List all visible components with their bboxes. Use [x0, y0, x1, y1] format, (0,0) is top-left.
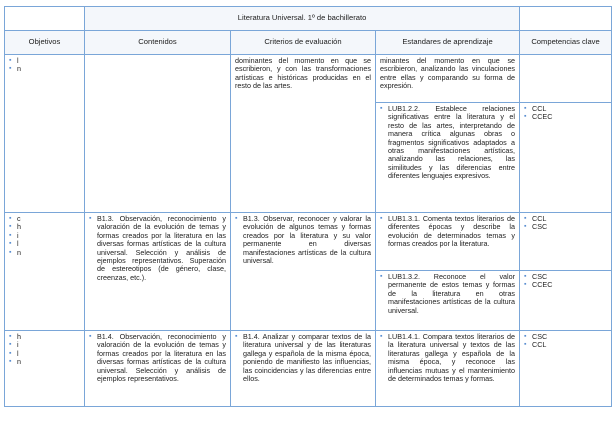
objetivos-cell	[5, 331, 85, 407]
competencia-item: ▪ CCEC	[524, 281, 607, 289]
criterio-item: ▪ B1.3. Observar, reconocer y valorar la evolución de algunos temas y formas creados por la literatura y su valor permanente en diversas manifestaciones artísticas de la cultura universal.	[235, 215, 371, 265]
estandar-cell: minantes del momento en que se escribieron, analizando las vinculaciones entre ellas y comparando su forma de expresión.	[376, 55, 520, 103]
estandar-cell	[376, 213, 520, 271]
estandar-cell	[376, 103, 520, 213]
competencias-cell	[520, 213, 612, 271]
competencias-cell	[520, 103, 612, 213]
competencia-item: ▪ CSC	[524, 223, 607, 231]
objetivos-cell	[5, 55, 85, 213]
estandar-item: ▪ LUB1.3.2. Reconoce el valor permanente de estos temas y formas de la literatura en otras manifestaciones artísticas de la cultura universal.	[380, 273, 515, 315]
competencia-item: ▪ CCL	[524, 105, 607, 113]
header-competencias: Competencias clave	[520, 31, 612, 55]
objetivo-item: ▪ i	[9, 232, 80, 240]
estandar-item: ▪ LUB1.3.1. Comenta textos literarios de diferentes épocas y describe la evolución de determinados temas y formas creados por la literatura.	[380, 215, 515, 249]
empty-corner-cell	[5, 7, 85, 31]
objetivo-item: ▪ n	[9, 358, 80, 366]
table-title: Literatura Universal. 1º de bachillerato	[85, 7, 520, 31]
criterio-cell: dominantes del momento en que se escribieron, y con las transformaciones artísticas e históricas producidas en el resto de las artes.	[231, 55, 376, 213]
objetivo-item: ▪ l	[9, 57, 80, 65]
competencia-item: ▪ CCEC	[524, 113, 607, 121]
estandar-item: ▪ LUB1.4.1. Compara textos literarios de la literatura universal y textos de las literaturas gallega y española de la misma época, y reconoce las influencias mutuas y el mantenimiento de determinados temas y formas.	[380, 333, 515, 383]
table-row	[5, 213, 612, 271]
objetivo-item: ▪ i	[9, 341, 80, 349]
header-estandares: Estandares de aprendizaje	[376, 31, 520, 55]
competencias-cell	[520, 55, 612, 103]
objetivo-item: ▪ n	[9, 65, 80, 73]
empty-corner-cell	[520, 7, 612, 31]
objetivo-item: ▪ n	[9, 249, 80, 257]
objetivo-item: ▪ l	[9, 240, 80, 248]
competencias-cell	[520, 331, 612, 407]
table-row	[5, 55, 612, 103]
estandar-item: ▪ LUB1.2.2. Establece relaciones significativas entre la literatura y el resto de las artes, interpretando de manera crítica algunas obras o fragmentos significativos adaptados a otras manifestaciones artísticas, analizando las relaciones, las similitudes y las diferencias entre diferentes lenguajes expresivos.	[380, 105, 515, 181]
header-criterios: Criterios de evaluación	[231, 31, 376, 55]
contenido-item: ▪ B1.4. Observación, reconocimiento y valoración de la evolución de temas y formas creados por la literatura en las diversas formas artísticas de la cultura universal. Selección y análisis de ejemplos representativos.	[89, 333, 226, 383]
competencias-cell	[520, 271, 612, 331]
objetivo-item: ▪ h	[9, 333, 80, 341]
contenido-cell	[85, 213, 231, 331]
contenido-item: ▪ B1.3. Observación, reconocimiento y valoración de la evolución de temas y formas creados por la literatura en las diversas formas artísticas de la cultura universal. Selección y análisis de ejemplos representativos. Superación de estereotipos (de género, clase, creenzas, etc.).	[89, 215, 226, 282]
competencia-item: ▪ CCL	[524, 215, 607, 223]
curriculum-table	[4, 6, 612, 407]
objetivo-item: ▪ h	[9, 223, 80, 231]
criterio-cell	[231, 331, 376, 407]
header-objetivos: Objetivos	[5, 31, 85, 55]
contenido-cell	[85, 55, 231, 213]
estandar-cell	[376, 271, 520, 331]
objetivo-item: ▪ c	[9, 215, 80, 223]
criterio-item: ▪ B1.4. Analizar y comparar textos de la literatura universal y de las literaturas gallega y española de la misma época, poniendo de manifiesto las influencias, las coincidencias y las diferencias entre ellos.	[235, 333, 371, 383]
estandar-cell	[376, 331, 520, 407]
competencia-item: ▪ CSC	[524, 333, 607, 341]
competencia-item: ▪ CCL	[524, 341, 607, 349]
objetivo-item: ▪ l	[9, 350, 80, 358]
contenido-cell	[85, 331, 231, 407]
header-contenidos: Contenidos	[85, 31, 231, 55]
competencia-item: ▪ CSC	[524, 273, 607, 281]
table-row	[5, 331, 612, 407]
objetivos-cell	[5, 213, 85, 331]
criterio-cell	[231, 213, 376, 331]
